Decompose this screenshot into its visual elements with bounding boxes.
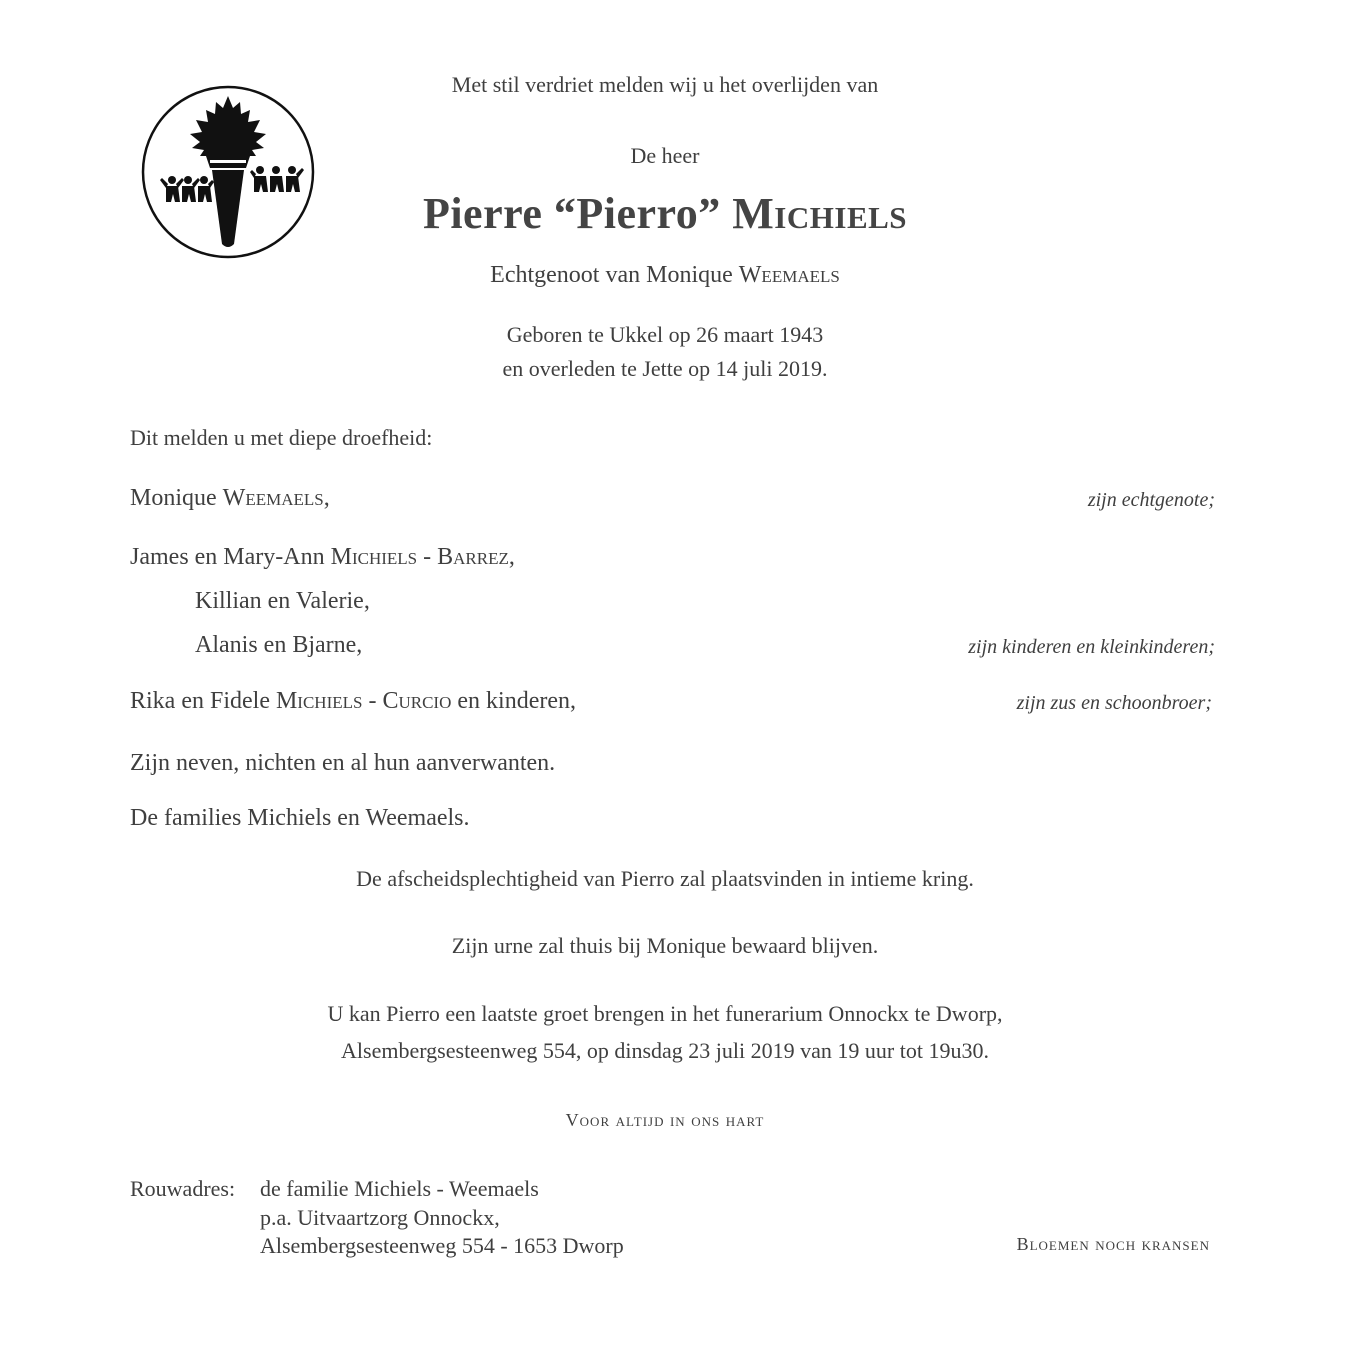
wife-role: zijn echtgenote; bbox=[1087, 489, 1215, 511]
wife-last-name: Weemaels bbox=[222, 485, 324, 511]
death-line: en overleden te Jette op 14 juli 2019. bbox=[502, 356, 828, 381]
address-label: Rouwadres: bbox=[130, 1176, 236, 1201]
address-line-2: p.a. Uitvaartzorg Onnockx, bbox=[260, 1205, 500, 1230]
sister-role: zijn zus en schoonbroer; bbox=[1016, 692, 1212, 714]
children-role: zijn kinderen en kleinkinderen; bbox=[968, 636, 1215, 658]
sister-rest: en kinderen, bbox=[457, 688, 576, 714]
children-line bbox=[130, 544, 515, 571]
urn-text: Zijn urne zal thuis bij Monique bewaard blijven. bbox=[451, 933, 879, 958]
visit-line-2: Alsembergsesteenweg 554, op dinsdag 23 juli 2019 van 19 uur tot 19u30. bbox=[341, 1038, 989, 1063]
address-line-3: Alsembergsesteenweg 554 - 1653 Dworp bbox=[260, 1233, 624, 1258]
deceased-name bbox=[0, 188, 1330, 239]
address-line-1: de familie Michiels - Weemaels bbox=[260, 1176, 539, 1201]
sister-line bbox=[130, 688, 576, 715]
birth-line: Geboren te Ukkel op 26 maart 1943 bbox=[506, 322, 824, 347]
flowers-note: Bloemen noch kransen bbox=[1016, 1234, 1210, 1254]
sister-last-names: Michiels - Curcio bbox=[275, 688, 452, 714]
spouse-last-name: Weemaels bbox=[738, 262, 840, 288]
wife-first-name: Monique bbox=[130, 485, 217, 511]
honorific: De heer bbox=[630, 143, 700, 168]
children-first-names: James en Mary-Ann bbox=[130, 544, 325, 570]
families-line: De families Michiels en Weemaels. bbox=[130, 805, 470, 831]
wife-line bbox=[130, 485, 330, 512]
children-last-names: Michiels - Barrez bbox=[330, 544, 509, 570]
spouse-line bbox=[0, 262, 1330, 289]
deceased-last-name: Michiels bbox=[732, 189, 908, 238]
motto: Voor altijd in ons hart bbox=[565, 1110, 765, 1130]
spouse-prefix: Echtgenoot van Monique bbox=[490, 262, 733, 288]
relatives-line: Zijn neven, nichten en al hun aanverwanten. bbox=[130, 750, 556, 776]
children-comma: , bbox=[508, 544, 515, 570]
announce-text: Dit melden u met diepe droefheid: bbox=[130, 425, 433, 450]
intro-text: Met stil verdriet melden wij u het overlijden van bbox=[451, 72, 879, 97]
visit-line-1: U kan Pierro een laatste groet brengen in het funerarium Onnockx te Dworp, bbox=[327, 1001, 1003, 1026]
sister-first-names: Rika en Fidele bbox=[130, 688, 270, 714]
grandchildren-line-2: Alanis en Bjarne, bbox=[195, 632, 363, 658]
deceased-first-name: Pierre “Pierro” bbox=[422, 189, 721, 238]
grandchildren-line-1: Killian en Valerie, bbox=[195, 588, 370, 614]
wife-comma: , bbox=[323, 485, 330, 511]
ceremony-text: De afscheidsplechtigheid van Pierro zal plaatsvinden in intieme kring. bbox=[356, 866, 974, 891]
